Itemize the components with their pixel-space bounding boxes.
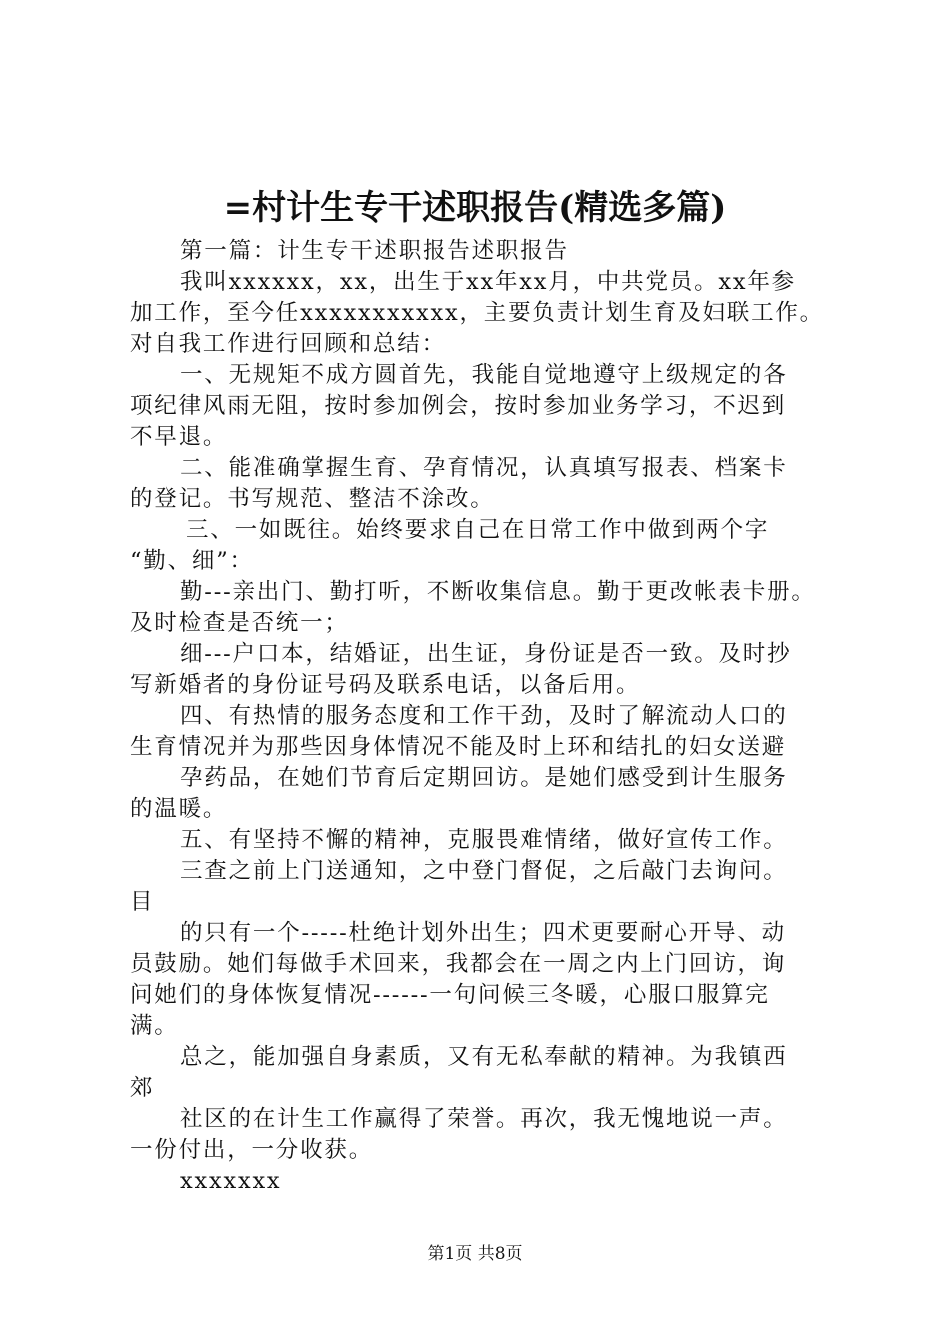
paragraph-line: 满。 <box>130 1013 179 1039</box>
paragraph-line: 我叫xxxxxx，xx，出生于xx年xx月，中共党员。xx年参 <box>180 269 796 295</box>
paragraph-line: 社区的在计生工作赢得了荣誉。再次，我无愧地说一声。 <box>180 1106 788 1132</box>
paragraph-line: 的温暖。 <box>130 796 228 822</box>
paragraph-line: 总之，能加强自身素质，又有无私奉献的精神。为我镇西 <box>180 1044 788 1070</box>
paragraph-line: 不早退。 <box>130 424 228 450</box>
paragraph-line: 郊 <box>130 1075 155 1101</box>
section-heading: 第一篇：计生专干述职报告述职报告 <box>180 238 569 264</box>
paragraph-line: 三、一如既往。始终要求自己在日常工作中做到两个字 <box>186 517 770 543</box>
paragraph-line: 五、有坚持不懈的精神，克服畏难情绪，做好宣传工作。 <box>180 827 788 853</box>
paragraph-line: 孕药品，在她们节育后定期回访。是她们感受到计生服务 <box>180 765 788 791</box>
paragraph-line: 的只有一个-----杜绝计划外出生；四术更要耐心开导、动 <box>180 920 786 946</box>
paragraph-line: 四、有热情的服务态度和工作干劲，及时了解流动人口的 <box>180 703 788 729</box>
paragraph-line: 一、无规矩不成方圆首先，我能自觉地遵守上级规定的各 <box>180 362 788 388</box>
paragraph-line: 细---户口本，结婚证，出生证，身份证是否一致。及时抄 <box>180 641 792 667</box>
signature-line: xxxxxxx <box>180 1168 282 1194</box>
document-title: =村计生专干述职报告(精选多篇) <box>223 188 727 228</box>
paragraph-line: 三查之前上门送通知，之中登门督促，之后敲门去询问。 <box>180 858 788 884</box>
paragraph-line: 写新婚者的身份证号码及联系电话，以备后用。 <box>130 672 641 698</box>
paragraph-line: 的登记。书写规范、整洁不涂改。 <box>130 486 495 512</box>
paragraph-line: 加工作，至今任xxxxxxxxxxx，主要负责计划生育及妇联工作。 <box>130 300 824 326</box>
paragraph-line: 目 <box>130 889 155 915</box>
paragraph-line: 项纪律风雨无阻，按时参加例会，按时参加业务学习，不迟到 <box>130 393 787 419</box>
paragraph-line: 二、能准确掌握生育、孕育情况，认真填写报表、档案卡 <box>180 455 788 481</box>
paragraph-line: “勤、细”： <box>130 548 254 574</box>
paragraph-line: 员鼓励。她们每做手术回来，我都会在一周之内上门回访，询 <box>130 951 787 977</box>
paragraph-line: 一份付出，一分收获。 <box>130 1137 374 1163</box>
page-number: 第1页 共8页 <box>427 1244 523 1264</box>
paragraph-line: 及时检查是否统一； <box>130 610 349 636</box>
paragraph-line: 对自我工作进行回顾和总结： <box>130 331 446 357</box>
paragraph-line: 勤---亲出门、勤打听，不断收集信息。勤于更改帐表卡册。 <box>180 579 816 605</box>
paragraph-line: 问她们的身体恢复情况------一句问候三冬暖，心服口服算完 <box>130 982 770 1008</box>
document-body <box>130 236 850 1197</box>
paragraph-line: 生育情况并为那些因身体情况不能及时上环和结扎的妇女送避 <box>130 734 787 760</box>
